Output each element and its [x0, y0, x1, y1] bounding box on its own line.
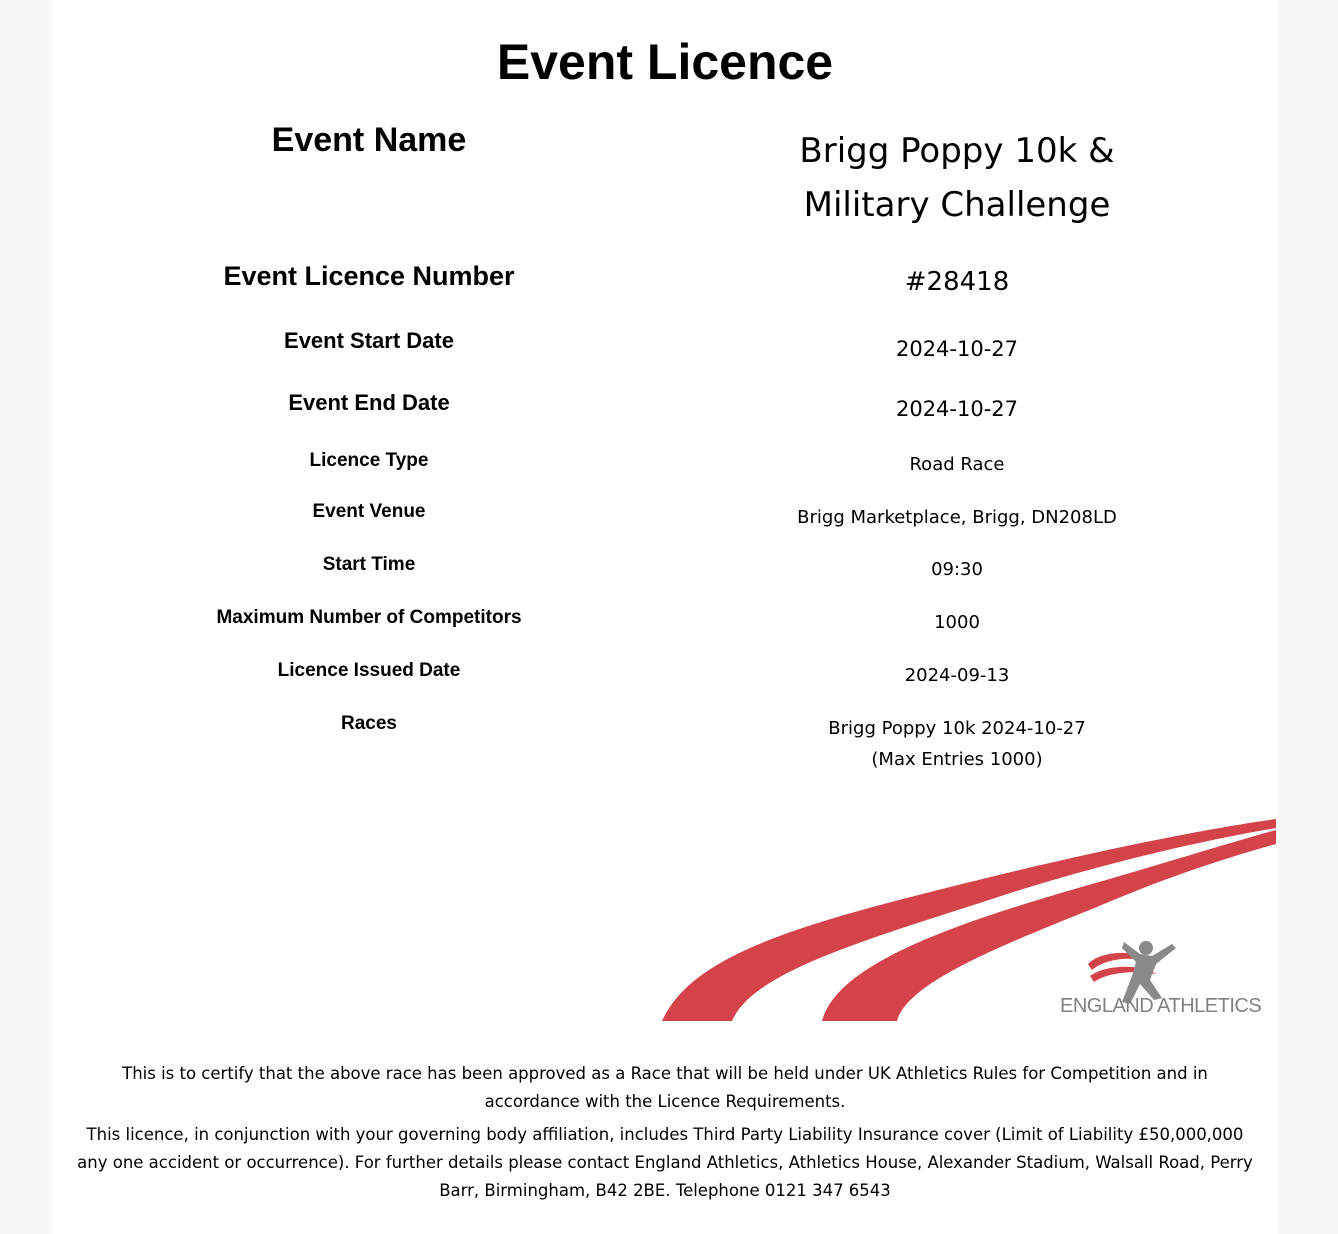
- licence-type-value: Road Race: [909, 454, 1005, 475]
- start-date-value: 2024-10-27: [895, 337, 1019, 361]
- insurance-text: This licence, in conjunction with your governing body affiliation, includes Third Party Liability Insurance cover (Limit of Liability £50,000,000 any one accident or occurrence). For further details please contact England Athletics, Athletics House, Alexander Stadium, Walsall Road, Perry Barr, Birmingham, B42 2BE. Telephone 0121 347 6543: [77, 1125, 1253, 1200]
- issued-date-label: Licence Issued Date: [277, 660, 461, 681]
- logo-swoosh-left: [662, 819, 1276, 1021]
- england-athletics-logo: [662, 814, 1276, 1022]
- licence-number-label: Event Licence Number: [223, 261, 515, 291]
- end-date-value: 2024-10-27: [895, 397, 1019, 421]
- licence-number-value: #28418: [904, 267, 1010, 297]
- start-date-label: Event Start Date: [284, 328, 454, 353]
- issued-date-value: 2024-09-13: [904, 665, 1010, 686]
- start-time-value: 09:30: [931, 559, 983, 580]
- licence-type-label: Licence Type: [309, 450, 429, 471]
- races-value-line2: (Max Entries 1000): [871, 749, 1043, 770]
- start-time-label: Start Time: [322, 554, 416, 575]
- venue-label: Event Venue: [312, 501, 426, 522]
- max-competitors-value: 1000: [934, 612, 980, 633]
- venue-value: Brigg Marketplace, Brigg, DN208LD: [797, 507, 1117, 528]
- max-competitors-label: Maximum Number of Competitors: [216, 607, 522, 628]
- certification-text: This is to certify that the above race has been approved as a Race that will be held under UK Athletics Rules for Competition and in accordance with the Licence Requirements.: [122, 1064, 1208, 1111]
- logo-wordmark: ENGLAND ATHLETICS: [1060, 995, 1262, 1017]
- races-label: Races: [341, 713, 397, 734]
- event-name-value: Brigg Poppy 10k & Military Challenge: [799, 131, 1115, 225]
- licence-page: [52, 0, 1278, 1234]
- page-title: Event Licence: [496, 34, 834, 90]
- races-value-line1: Brigg Poppy 10k 2024-10-27: [828, 718, 1086, 739]
- end-date-label: Event End Date: [288, 390, 450, 415]
- event-name-label: Event Name: [271, 121, 467, 159]
